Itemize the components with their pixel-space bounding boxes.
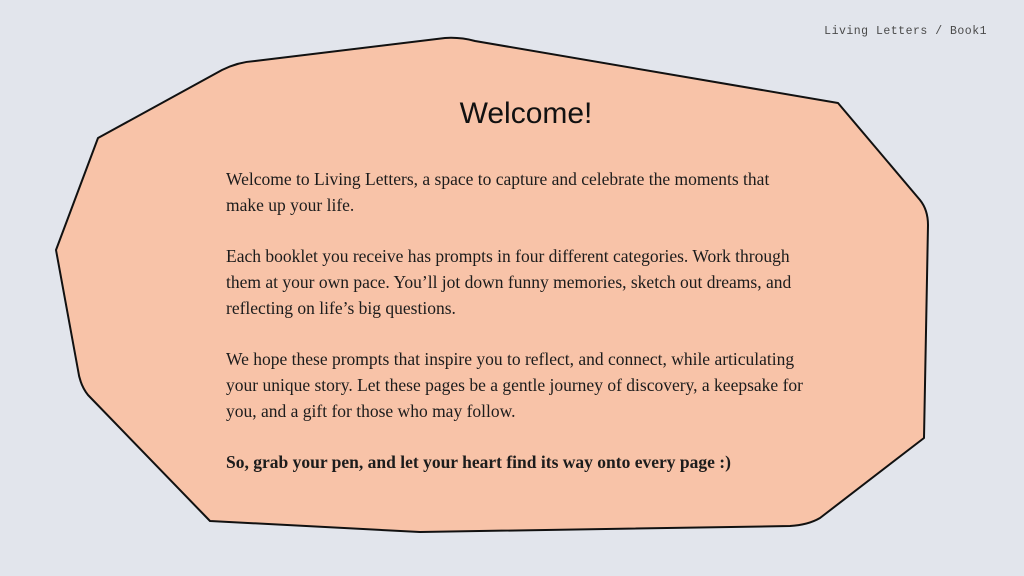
booklet-paragraph: Each booklet you receive has prompts in four different categories. Work through them at your own pace. You’ll jot down funny memories, sketch out dreams, and reflecting on life’s big questions. bbox=[226, 246, 792, 318]
closing-line: So, grab your pen, and let your heart find its way onto every page :) bbox=[226, 452, 731, 472]
breadcrumb: Living Letters / Book1 bbox=[824, 25, 987, 38]
prompts-paragraph: We hope these prompts that inspire you to reflect, and connect, while articulating your unique story. Let these pages be a gentle journey of discovery, a keepsake for you, and a gift for those who may follow. bbox=[226, 349, 803, 421]
welcome-content bbox=[226, 94, 806, 500]
intro-paragraph: Welcome to Living Letters, a space to capture and celebrate the moments that make up your life. bbox=[226, 169, 770, 215]
page-title: Welcome! bbox=[459, 97, 593, 130]
